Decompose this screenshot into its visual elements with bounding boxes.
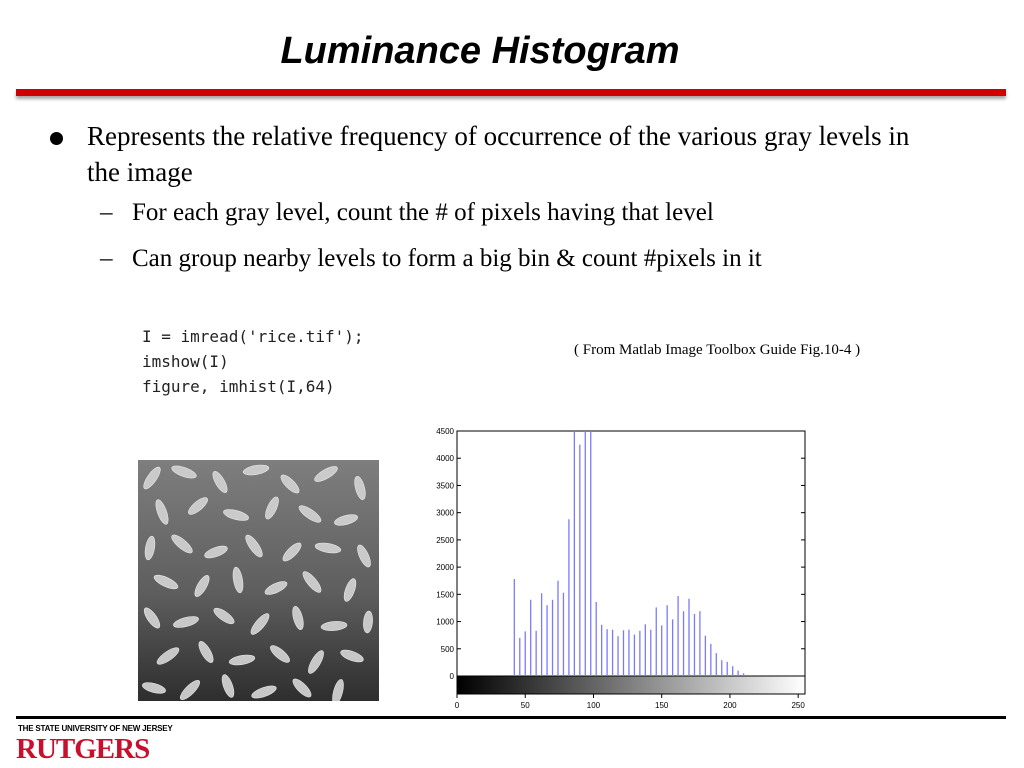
- y-tick-label: 4500: [436, 428, 454, 436]
- sub-bullet-dash: –: [100, 245, 113, 272]
- x-tick-label: 200: [723, 701, 737, 710]
- y-tick-label: 1000: [436, 617, 454, 627]
- plot-frame: [457, 431, 805, 676]
- bullet-dot: [50, 132, 63, 145]
- y-tick-label: 4000: [436, 454, 454, 464]
- footer-rule: [16, 716, 1006, 719]
- slide-title: Luminance Histogram: [280, 30, 680, 72]
- code-line-3: figure, imhist(I,64): [142, 377, 335, 396]
- y-tick-label: 3500: [436, 481, 454, 491]
- y-tick-label: 1500: [436, 590, 454, 600]
- x-tick-label: 0: [454, 701, 460, 710]
- rice-image: [138, 460, 379, 701]
- histogram-chart: [428, 428, 818, 721]
- y-tick-label: 0: [449, 672, 454, 681]
- x-tick-label: 150: [655, 701, 669, 710]
- histogram-svg: [428, 428, 818, 716]
- x-tick-label: 250: [791, 701, 805, 710]
- x-tick-label: 50: [520, 701, 530, 710]
- y-tick-label: 2000: [436, 563, 454, 573]
- title-underline: [16, 89, 1006, 96]
- rutgers-logo: [16, 724, 173, 766]
- sub-bullet-dash: –: [100, 199, 113, 226]
- x-axis-ticks: [455, 694, 806, 710]
- sub-bullet-2-text: Can group nearby levels to form a big bin & count #pixels in it: [132, 245, 762, 272]
- y-tick-label: 2500: [436, 535, 454, 545]
- logo-wordmark: RUTGERS: [16, 733, 150, 765]
- grayscale-colorbar: [457, 676, 805, 694]
- source-note: ( From Matlab Image Toolbox Guide Fig.10-4 ): [574, 342, 861, 358]
- x-tick-label: 100: [586, 701, 601, 710]
- matlab-code: [142, 324, 364, 399]
- main-bullet-text: Represents the relative frequency of occurrence of the various gray levels in the image: [87, 121, 910, 187]
- sub-bullet-1-text: For each gray level, count the # of pixels having that level: [132, 199, 714, 226]
- y-tick-label: 3000: [436, 508, 454, 518]
- y-tick-label: 500: [440, 644, 454, 654]
- logo-university-line: THE STATE UNIVERSITY OF NEW JERSEY: [18, 724, 173, 733]
- code-line-1: I = imread('rice.tif');: [142, 327, 364, 346]
- rice-grains-picture: [138, 460, 379, 701]
- code-line-2: imshow(I): [142, 352, 229, 371]
